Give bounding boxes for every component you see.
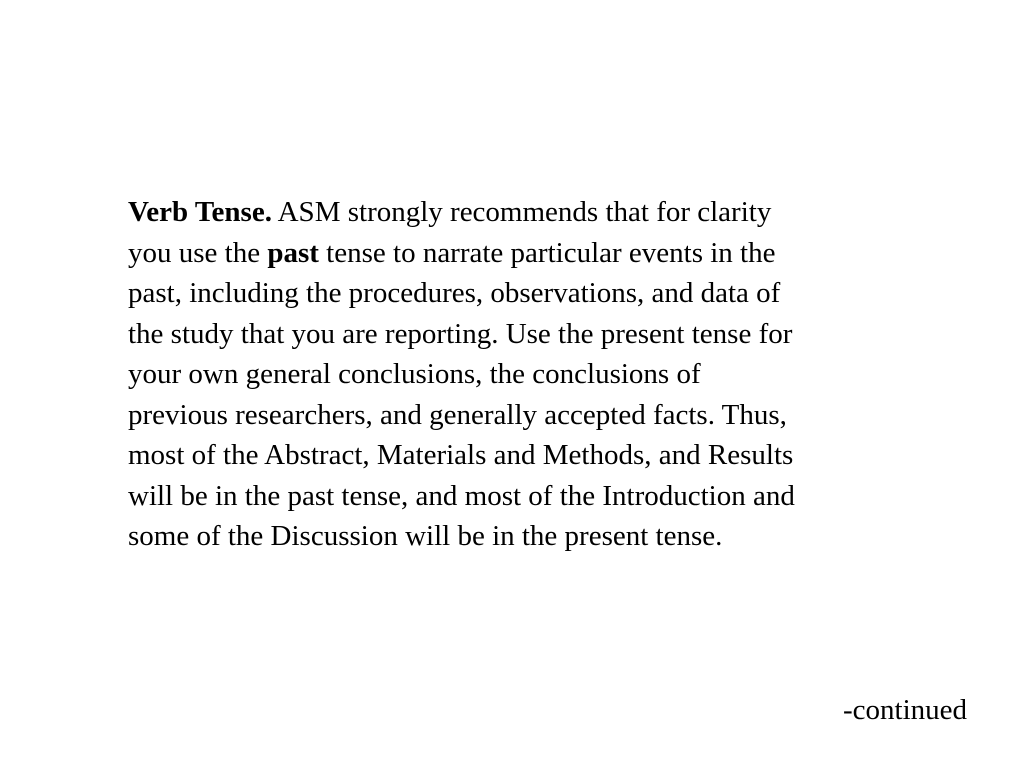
paragraph-line-7: most of the Abstract, Materials and Methods, and Results bbox=[128, 439, 794, 471]
paragraph-line-6: previous researchers, and generally accepted facts. Thus, bbox=[128, 398, 787, 431]
paragraph-line-5: your own general conclusions, the conclusions of bbox=[128, 358, 701, 390]
line-text: ASM strongly recommends that for clarity bbox=[271, 196, 772, 228]
paragraph-line-1 bbox=[128, 192, 928, 233]
paragraph-line-4: the study that you are reporting. Use the present tense for bbox=[128, 317, 793, 350]
paragraph-line-3: past, including the procedures, observations, and data of bbox=[128, 277, 781, 309]
paragraph-line-9: some of the Discussion will be in the present tense. bbox=[128, 520, 723, 552]
line-text: tense to narrate particular events in the bbox=[318, 236, 776, 269]
paragraph-line-8: will be in the past tense, and most of the Introduction and bbox=[128, 479, 795, 512]
continued-label: -continued bbox=[842, 694, 967, 726]
section-heading: Verb Tense. bbox=[128, 196, 272, 228]
paragraph-line-2 bbox=[128, 233, 928, 274]
line-text: you use the bbox=[128, 236, 268, 269]
emphasized-word: past bbox=[267, 236, 319, 269]
verb-tense-paragraph bbox=[128, 192, 928, 557]
